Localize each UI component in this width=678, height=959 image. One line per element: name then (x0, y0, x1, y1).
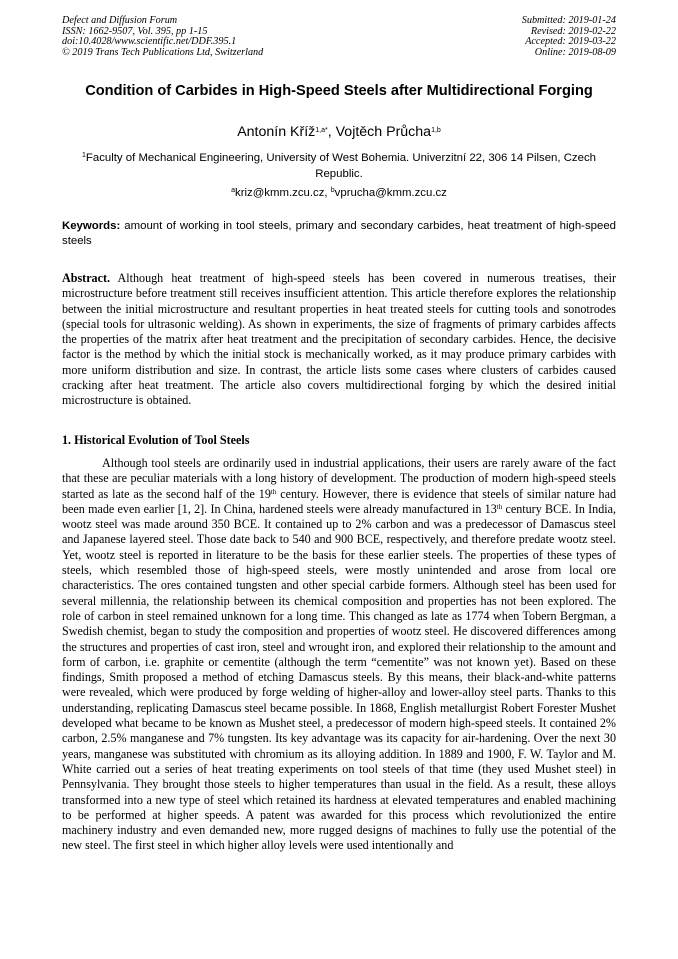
superscript: th (270, 487, 277, 496)
author-separator: , (327, 124, 336, 140)
abstract-label: Abstract. (62, 271, 111, 285)
copyright-line: © 2019 Trans Tech Publications Ltd, Switzerland (62, 46, 264, 58)
email-mark: b (330, 187, 335, 194)
section-heading: 1. Historical Evolution of Tool Steels (62, 433, 250, 447)
issn-line: ISSN: 1662-9507, Vol. 395, pp 1-15 (62, 25, 208, 37)
journal-info (62, 16, 263, 58)
journal-name: Defect and Diffusion Forum (62, 15, 178, 26)
email-link[interactable]: vprucha@kmm.zcu.cz (334, 187, 447, 199)
affiliation-mark: 1 (82, 152, 86, 159)
keywords-block (62, 219, 616, 249)
paragraph-text: century. However, there is evidence that steels of similar nature had been made even earlier [1, 2]. In China, hardened steels were already manufactured in 13 (62, 486, 616, 516)
superscript: th (496, 502, 503, 511)
author-name: Vojtěch Průcha (335, 124, 432, 140)
abstract-text: Although heat treatment of high-speed steels has been covered in numerous treatises, their microstructure before treatment still receives insufficient attention. This article therefore explores the relationship between the initial microstructure and resultant properties in heat treated steels for cutting tools and sonotrodes (special tools for ultrasonic welding). As shown in experiments, the size of fragments of primary carbides affects the properties of the matrix after heat treatment and the precipitation of secondary carbides. Hence, the decisive factor is the method by which the initial stock is mechanically worked, as it may produce primary carbides with more uniform distribution and size. In contrast, the article lists some cases where clusters of carbides caused cracking after heat treatment. The article also covers multidirectional forging by which the desired initial microstructure is obtained. (62, 271, 616, 408)
affiliation-text: Faculty of Mechanical Engineering, University of West Bohemia. Univerzitní 22, 306 14 Pilsen, Czech Republic. (85, 152, 596, 180)
abstract-block (62, 271, 616, 409)
keywords-label: Keywords: (62, 220, 121, 232)
body-paragraph (62, 456, 616, 854)
affiliation (62, 150, 616, 182)
author-list (62, 124, 616, 141)
publication-dates (522, 16, 616, 58)
author-emails (62, 185, 616, 201)
email-mark: a (231, 187, 236, 194)
email-separator: , (324, 187, 331, 199)
paragraph-text: century BCE. In India, wootz steel was made around 350 BCE. It contained up to 2% carbon and was a predecessor of Damascus steel and Japanese layered steel. Those date back to 540 and 900 BCE, respectively, and therefore predate wootz steel. Yet, wootz steel is reported in literature to be the basis for these earlier steels. The properties of these types of steels, which resembled those of high-speed steels, were mostly unintended and arose from local ore characteristics. The ores contained tungsten and other special carbide formers. Although steel has been used for several millennia, the relationship between its chemical composition and properties has not been explored. The role of carbon in steel remained unknown for a long time. This changed as late as 1774 when Tobern Bergman, a Swedish chemist, began to study the composition and properties of wootz steel. He discovered differences among the structures and properties of cast iron, steel and wrought iron, and explored their relationship to the amount and form of carbon, i.e. graphite or cementite (although the term “cementite” was not known yet). Based on these findings, Smith proposed a method of etching Damascus steels. By this means, their black-and-white patterns were revealed, which were produced by forge welding of higher-alloy and lower-alloy steel parts. Thanks to this understanding, replicating Damascus steel became possible. In 1868, English metallurgist Robert Forester Mushet developed what became to be known as Mushet steel, a predecessor of modern high-speed steels. It contained 2% carbon, 2.5% manganese and 7% tungsten. Its key advantage was its capacity for air-hardening. Over the next 30 years, manganese was substituted with chromium as its alloying addition. In 1889 and 1900, F. W. Taylor and M. White carried out a series of heat treating experiments on tool steels of that time (they used Mushet steel) in Pennsylvania. They brought those steels to higher temperatures than usual in the field. As a result, these alloys transformed into a new type of steel which retained its hardness at elevated temperatures and enabled machining to be performed at higher speeds. A patent was awarded for this process which revolutionized the entire machinery industry and even demanded new, more rugged designs of machines to fully use the potential of the new steel. The first steel in which higher alloy levels were used intentionally and (62, 501, 617, 853)
revised-date: Revised: 2019-02-22 (530, 25, 616, 37)
keywords-text: amount of working in tool steels, primary and secondary carbides, heat treatment of high-speed steels (62, 220, 616, 247)
email-link[interactable]: kriz@kmm.zcu.cz (235, 187, 325, 199)
author-name: Antonín Kříž (237, 124, 316, 140)
author-affiliation-mark: 1,b (431, 127, 441, 134)
submitted-date: Submitted: 2019-01-24 (521, 15, 616, 26)
paragraph-text: Although tool steels are ordinarily used in industrial applications, their users are rarely aware of the fact that these are peculiar materials with a long history of development. The production of modern high-speed steels started as late as the second half of the 19 (62, 456, 616, 501)
author-affiliation-mark: 1,a* (315, 127, 328, 134)
online-date: Online: 2019-08-09 (534, 46, 616, 58)
doi-line: doi:10.4028/www.scientific.net/DDF.395.1 (62, 36, 237, 48)
accepted-date: Accepted: 2019-03-22 (525, 36, 616, 48)
paper-title: Condition of Carbides in High-Speed Steels after Multidirectional Forging (85, 83, 593, 99)
